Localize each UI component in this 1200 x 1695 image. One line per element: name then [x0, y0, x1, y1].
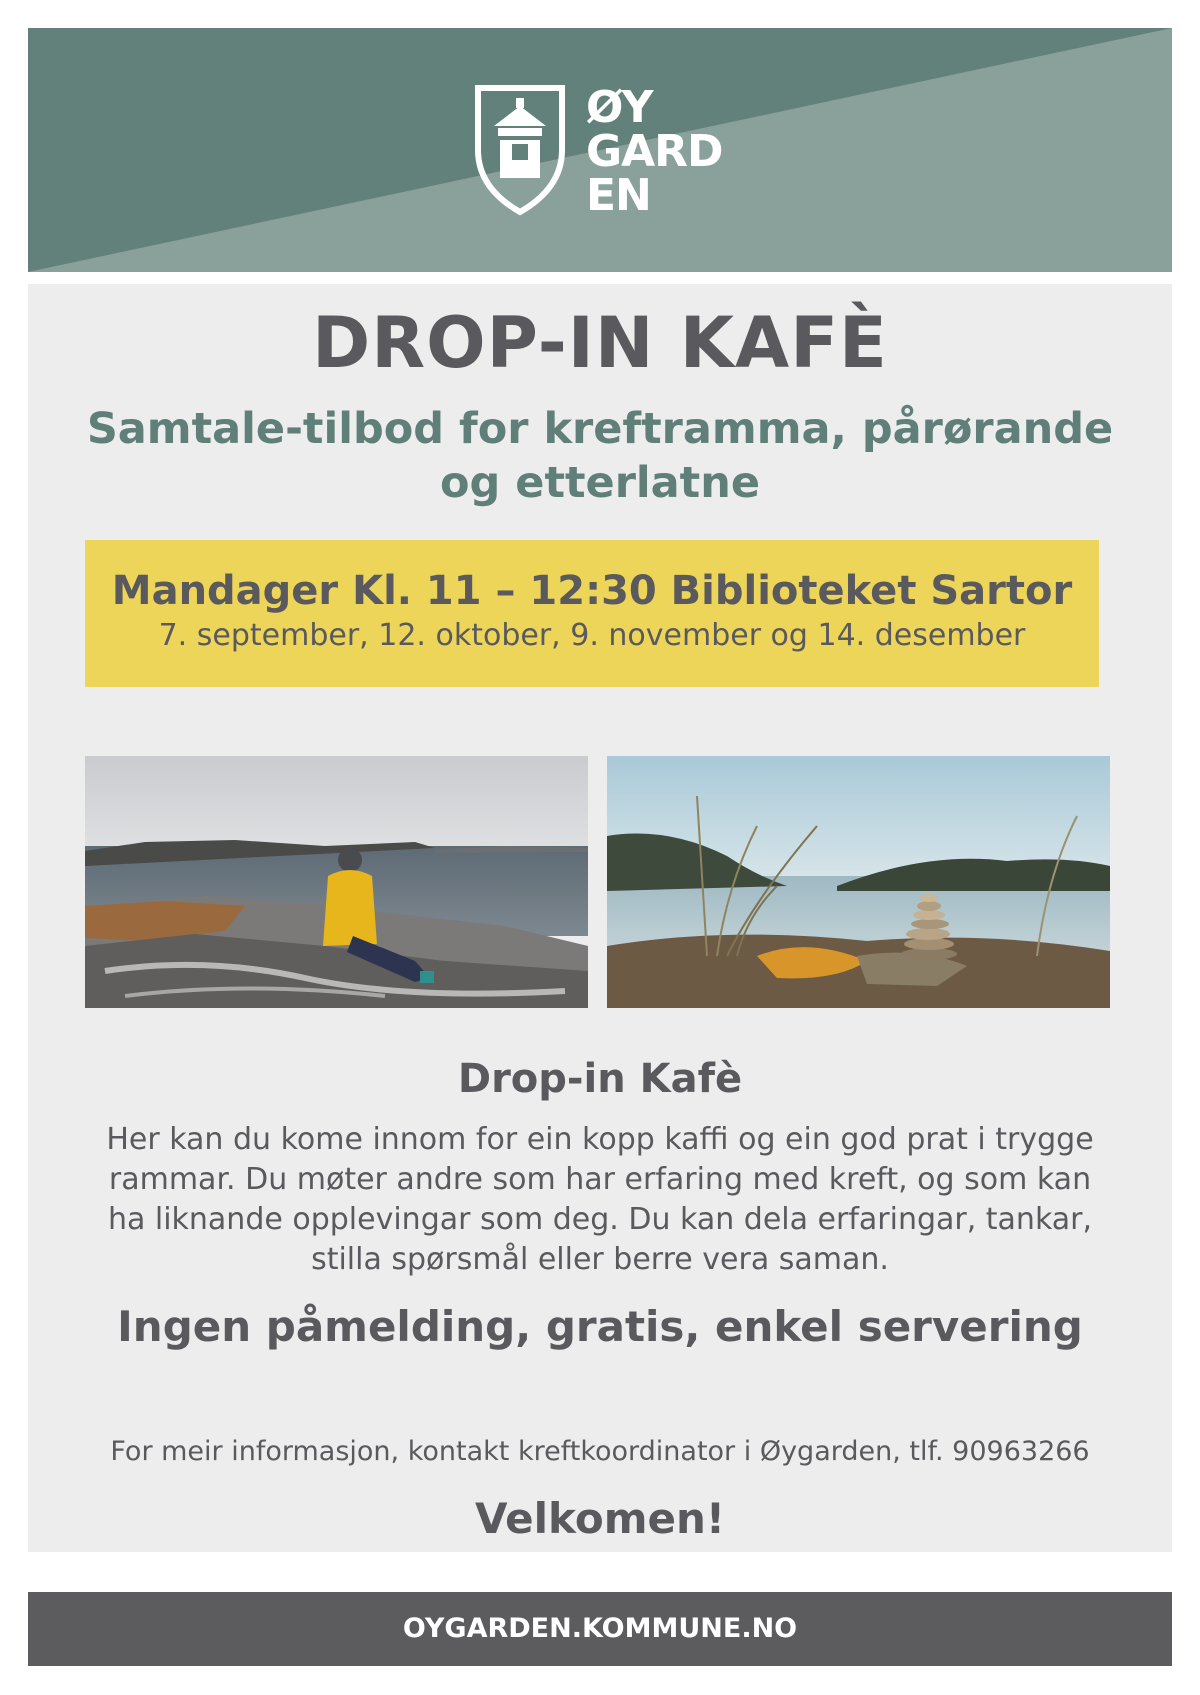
description-line-3: ha liknande opplevingar som deg. Du kan dela erfaringar, tankar, — [107, 1202, 1093, 1237]
page-title: DROP-IN KAFÈ — [312, 302, 888, 384]
description-line-2: rammar. Du møter andre som har erfaring med kreft, og som kan — [108, 1162, 1092, 1197]
subtitle-line-1: Samtale-tilbod for kreftramma, pårørande — [86, 404, 1114, 454]
logo-line-3: EN — [586, 170, 651, 221]
oygarden-logo-icon — [472, 84, 568, 220]
content-panel — [28, 284, 1172, 1552]
description-text — [58, 1120, 1142, 1280]
schedule-dates: 7. september, 12. oktober, 9. november og 14. desember — [158, 618, 1026, 653]
description-line-1: Her kan du kome innom for ein kopp kaffi og ein god prat i trygge — [106, 1122, 1094, 1157]
description-line-4: stilla spørsmål eller berre vera saman. — [311, 1242, 889, 1277]
photo-stone-cairn — [607, 756, 1110, 1008]
info-note: Ingen påmelding, gratis, enkel servering — [117, 1302, 1083, 1351]
contact-info: For meir informasjon, kontakt kreftkoordinator i Øygarden, tlf. 90963266 — [110, 1436, 1090, 1467]
footer-url[interactable]: OYGARDEN.KOMMUNE.NO — [402, 1613, 798, 1644]
photo-coast-person — [85, 756, 588, 1008]
schedule-box — [85, 540, 1099, 687]
logo-line-1: ØY — [586, 82, 653, 133]
subtitle-line-2: og etterlatne — [439, 458, 761, 508]
section-title: Drop-in Kafè — [457, 1056, 743, 1102]
welcome-text: Velkomen! — [474, 1494, 726, 1543]
logo-wordmark — [586, 82, 723, 221]
logo-line-2: GARD — [586, 126, 723, 177]
footer-bar — [28, 1592, 1172, 1666]
page-subtitle — [48, 402, 1152, 510]
schedule-heading: Mandager Kl. 11 – 12:30 Biblioteket Sartor — [111, 568, 1073, 614]
